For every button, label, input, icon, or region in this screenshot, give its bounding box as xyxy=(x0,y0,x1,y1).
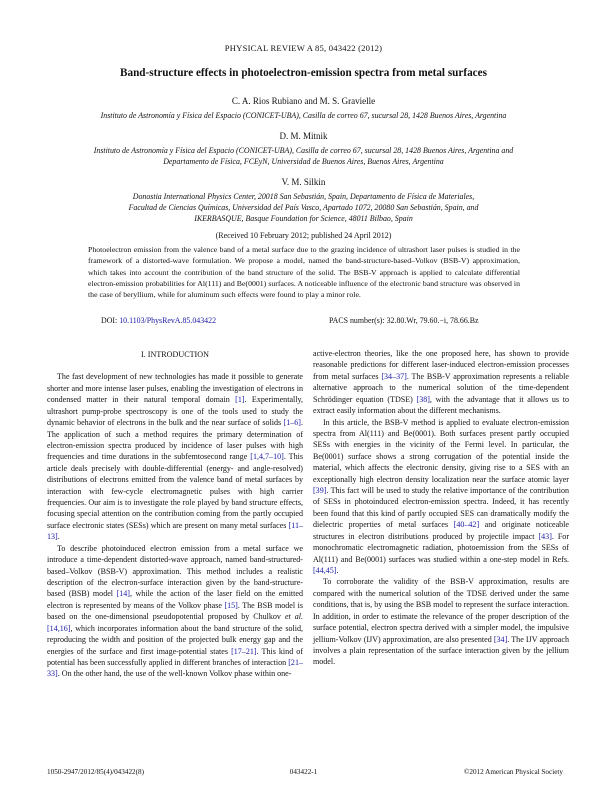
citation-link[interactable]: [1,4,7–10] xyxy=(250,452,284,462)
doi-link[interactable]: 10.1103/PhysRevA.85.043422 xyxy=(119,316,217,325)
citation-link[interactable]: [21–33] xyxy=(47,657,303,679)
doi-label: DOI: xyxy=(101,316,118,325)
author-names: D. M. Mitnik xyxy=(279,131,328,141)
paper-title: Band-structure effects in photoelectron-emission spectra from metal surfaces xyxy=(120,67,487,79)
footer-copyright: ©2012 American Physical Society xyxy=(463,768,563,776)
author-names: V. M. Silkin xyxy=(281,177,326,187)
citation-link[interactable]: [40–42] xyxy=(453,520,480,530)
right-column xyxy=(313,348,569,668)
author-names: C. A. Rios Rubiano and M. S. Gravielle xyxy=(231,96,376,106)
author-affiliation: Facultad de Ciencias Químicas, Universidad del País Vasco, Apartado 1072, 20080 San Sebastián, Spain, and xyxy=(128,203,479,212)
citation-link[interactable]: [38] xyxy=(416,394,430,404)
footer-issn: 1050-2947/2012/85(4)/043422(8) xyxy=(47,768,145,776)
citation-link[interactable]: [15] xyxy=(224,600,238,610)
paragraph: The fast development of new technologies has made it possible to generate shorter and more intense laser pulses, enabling the investigation of electrons in condensed matter in their natural temporal domain [1]. Experimentally, ultrashort pump-probe spectroscopy is one of the tools used to study the dynamic behavior of electrons in the bulk and the near surface of solids [1–6]. The application of such a method requires the primary determination of electron-emission spectra produced by incidence of laser pulses with high frequencies and time durations in the subfemtosecond range [1,4,7–10]. This article deals precisely with double-differential (energy- and angle-resolved) distributions of electrons emitted from the valence band of metal surfaces by interaction with few-cycle electromagnetic pulses with high carrier frequencies. Our aim is to investigate the role played by band structure effects, focusing special attention on the contribution coming from the partly occupied surface electronic states (SESs) which are present on many metal surfaces [11–13]. xyxy=(47,372,303,542)
page-footer xyxy=(0,768,607,780)
doi-pacs-line xyxy=(0,316,607,328)
doi xyxy=(101,316,216,325)
citation-link[interactable]: [34–37] xyxy=(381,371,407,381)
paragraph: To describe photoinduced electron emission from a metal surface we introduce a time-dependent distorted-wave approach, named band-structured-based–Volkov (BSB-V) approximation. This method includes a realistic description of the electron-surface interaction given by the band-structure-based (BSB) model [14], while the action of the laser field on the emitted electron is represented by means of the Volkov phase [15]. The BSB model is based on the one-dimensional pseudopotential proposed by Chulkov et al. [14,16], which incorporates information about the band structure of the solid, reproducing the width and position of the projected bulk energy gap and the energies of the surface and first image-potential states [17–21]. This kind of potential has been successfully applied in different branches of interaction [21–33]. On the other hand, the use of the well-known Volkov phase within one- xyxy=(47,543,304,679)
citation-link[interactable]: [1–6] xyxy=(283,418,301,428)
citation-link[interactable]: [39] xyxy=(313,486,327,496)
abstract: Photoelectron emission from the valence band of a metal surface due to the grazing incidence of ultrashort laser pulses is studied in the framework of a distorted-wave formulation. We propose a model, named the band-structure-based–Volkov (BSB-V) approximation, which takes into account the contribution of the band structure of the solid. The BSB-V approach is applied to calculate differential electron-emission probabilities for Al(111) and Be(0001) surfaces. A noticeable influence of the electronic band structure was observed in the case of beryllium, while for aluminum such effects were found to play a minor role. xyxy=(88,245,520,300)
citation-link[interactable]: [14] xyxy=(116,589,130,599)
paragraph: To corroborate the validity of the BSB-V approximation, results are compared with the numerical solution of the TDSE derived under the same conditions, that is, by using the BSB model to represent the surface interaction. In addition, in order to estimate the relevance of the proper description of the surface potential, electron spectra derived with a simpler model, the impulsive jellium-Volkov (IJV) approximation, are also presented [34]. The IJV approach involves a plain representation of the surface interaction given by the jellium model. xyxy=(313,577,569,667)
received-published-dates: (Received 10 February 2012; published 24 April 2012) xyxy=(215,231,392,240)
journal-header: PHYSICAL REVIEW A 85, 043422 (2012) xyxy=(224,43,383,53)
author-affiliation: IKERBASQUE, Basque Foundation for Science, 48011 Bilbao, Spain xyxy=(194,214,413,223)
author-affiliation: Departamento de Física, FCEyN, Universidad de Buenos Aires, Buenos Aires, Argentina xyxy=(163,157,444,166)
citation-link[interactable]: [17–21] xyxy=(231,646,257,656)
citation-link[interactable]: [14,16] xyxy=(47,623,71,633)
section-heading: I. INTRODUCTION xyxy=(141,350,209,359)
left-column xyxy=(47,348,303,680)
pacs-numbers: PACS number(s): 32.80.Wr, 79.60.−i, 78.66.Bz xyxy=(329,316,479,325)
paragraph: In this article, the BSB-V method is applied to evaluate electron-emission spectra from Al(111) and Be(0001). Both surfaces present partly occupied SESs with energies in the vicinity of the Fermi level. In particular, the Be(0001) surface shows a strong corrugation of the potential inside the material, which affects the electronic density, giving rise to a SES with an exceptionally high electron density localization near the surface atomic layer [39]. This fact will be used to study the relative importance of the contribution of SESs in photoinduced electron-emission spectra. Indeed, it has recently been found that this kind of partly occupied SES can dramatically modify the dielectric properties of metal surfaces [40–42] and originate noticeable structures in electron distributions produced by projectile impact [43]. For monochromatic electromagnetic radiation, photoemission from the SESs of Al(111) and Be(0001) surfaces was studied within a one-step model in Refs. [44,45]. xyxy=(313,417,570,576)
paragraph: active-electron theories, like the one proposed here, has shown to provide reasonable predictions for different laser-induced electron-emission processes from metal surfaces [34–37]. The BSB-V approximation represents a reliable alternative approach to the numerical solution of the time-dependent Schrödinger equation (TDSE) [38], with the advantage that it allows us to extract easily information about the different mechanisms. xyxy=(313,349,569,416)
author-affiliation: Instituto de Astronomía y Física del Espacio (CONICET-UBA), Casilla de correo 67, sucursal 28, 1428 Buenos Aires, Argentina and xyxy=(93,146,514,155)
author-affiliation: Donostia International Physics Center, 20018 San Sebastián, Spain, Departamento de Física de Materiales, xyxy=(132,192,475,201)
author-affiliation: Instituto de Astronomía y Física del Espacio (CONICET-UBA), Casilla de correo 67, sucursal 28, 1428 Buenos Aires, Argentina xyxy=(100,111,507,120)
citation-link[interactable]: [1] xyxy=(235,395,245,405)
footer-page-number: 043422-1 xyxy=(289,768,318,776)
citation-link[interactable]: [44,45] xyxy=(313,566,337,576)
citation-link[interactable]: [11–13] xyxy=(47,520,303,542)
citation-link[interactable]: [43] xyxy=(538,531,552,541)
citation-link[interactable]: [34] xyxy=(493,634,508,644)
